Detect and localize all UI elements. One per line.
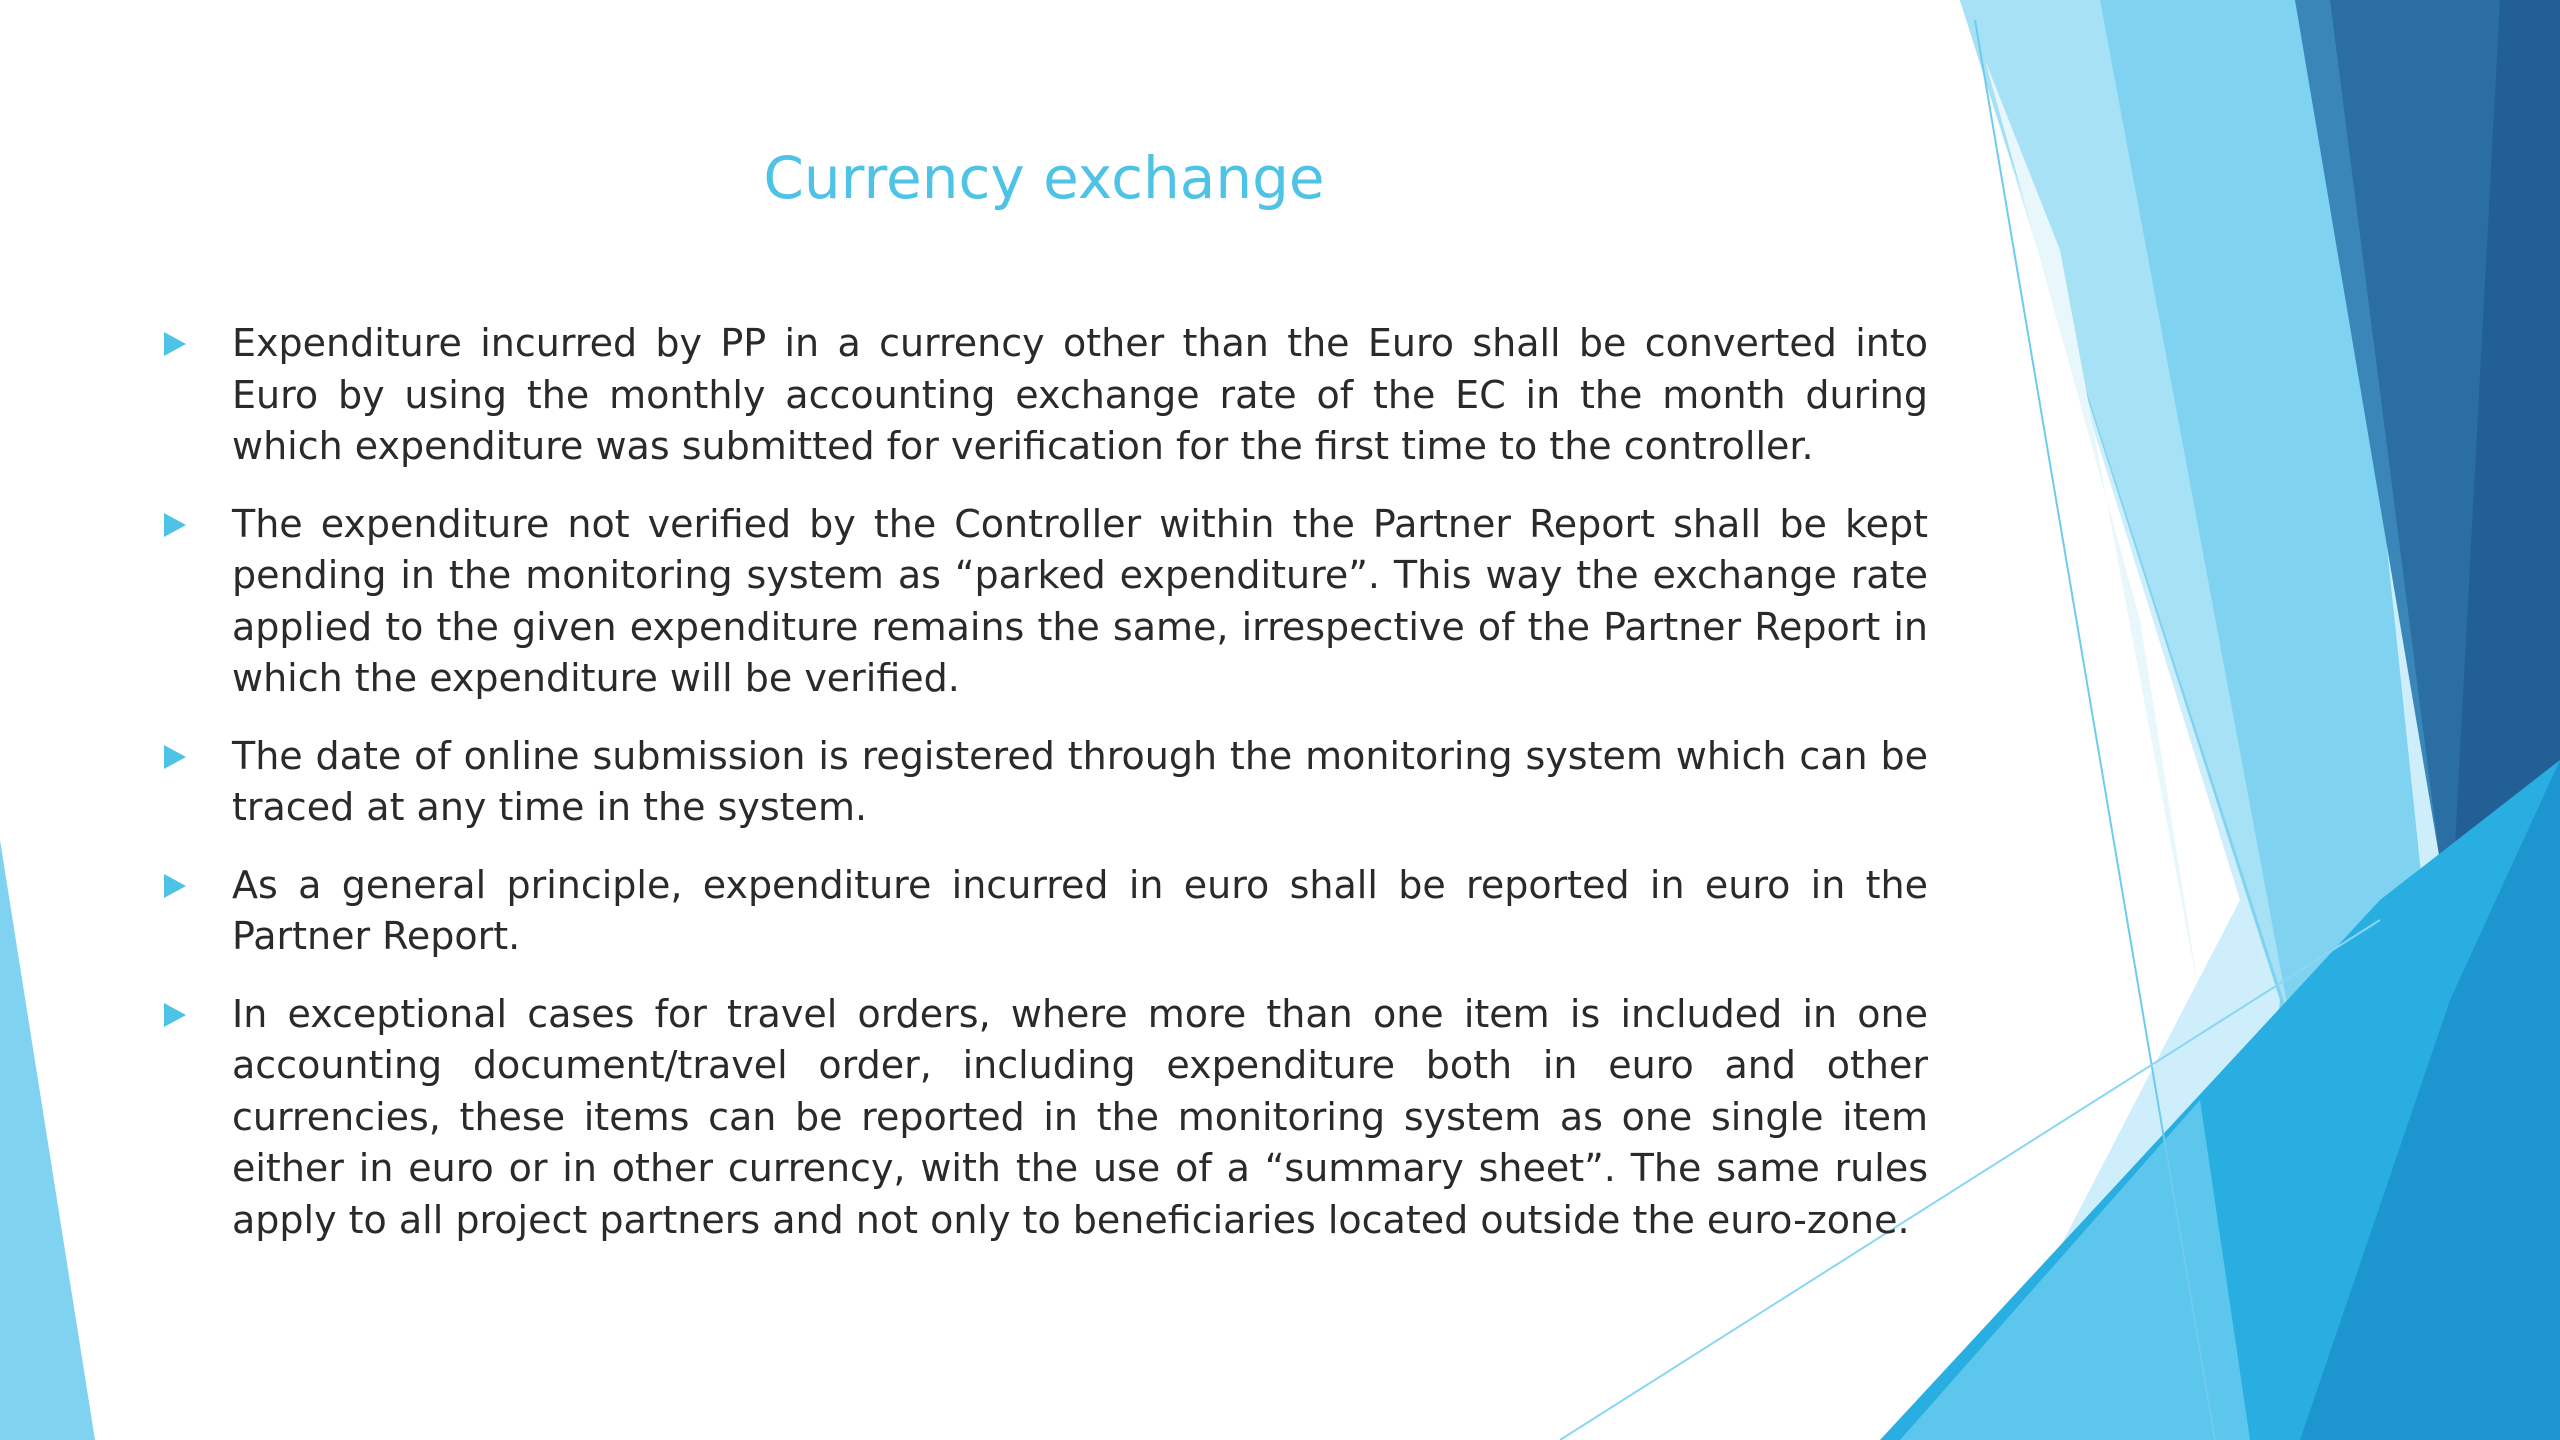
bullet-text: The expenditure not verified by the Controller within the Partner Report shall be kept pending in the monitoring system as “parked expenditure”. This way the exchange rate applied to the given expenditure remains the same, irrespective of the Partner Report in which the expenditure will be verified. [232,501,1928,700]
bullet-item [160,318,1928,473]
bottom-light-shape [1900,1100,2250,1440]
bullet-item [160,860,1928,963]
triangle-right-icon [160,499,232,551]
triangle-right-icon [160,989,232,1041]
bullet-item [160,499,1928,705]
triangle-right-icon [160,731,232,783]
bullet-text: In exceptional cases for travel orders, where more than one item is included in one accounting document/travel order, including expenditure both in euro and other currencies, these items can be reported in the monitoring system as one single item either in euro or in other currency, with the use of a “summary sheet”. The same rules apply to all project partners and not only to beneficiaries located outside the euro-zone. [232,991,1928,1242]
slide-title: Currency exchange [763,144,1325,212]
bullet-list [160,318,1928,1272]
left-accent-shape [0,840,95,1440]
bullet-text: Expenditure incurred by PP in a currency other than the Euro shall be converted into Euro by using the monthly accounting exchange rate of the EC in the month during which expenditure was submitted for verification for the first time to the controller. [232,321,1928,468]
bullet-item [160,989,1928,1247]
bullet-item [160,731,1928,834]
bullet-text: The date of online submission is registered through the monitoring system which can be traced at any time in the system. [232,733,1928,829]
triangle-right-icon [160,860,232,912]
triangle-right-icon [160,318,232,370]
bullet-text: As a general principle, expenditure incurred in euro shall be reported in euro in the Partner Report. [232,862,1928,958]
